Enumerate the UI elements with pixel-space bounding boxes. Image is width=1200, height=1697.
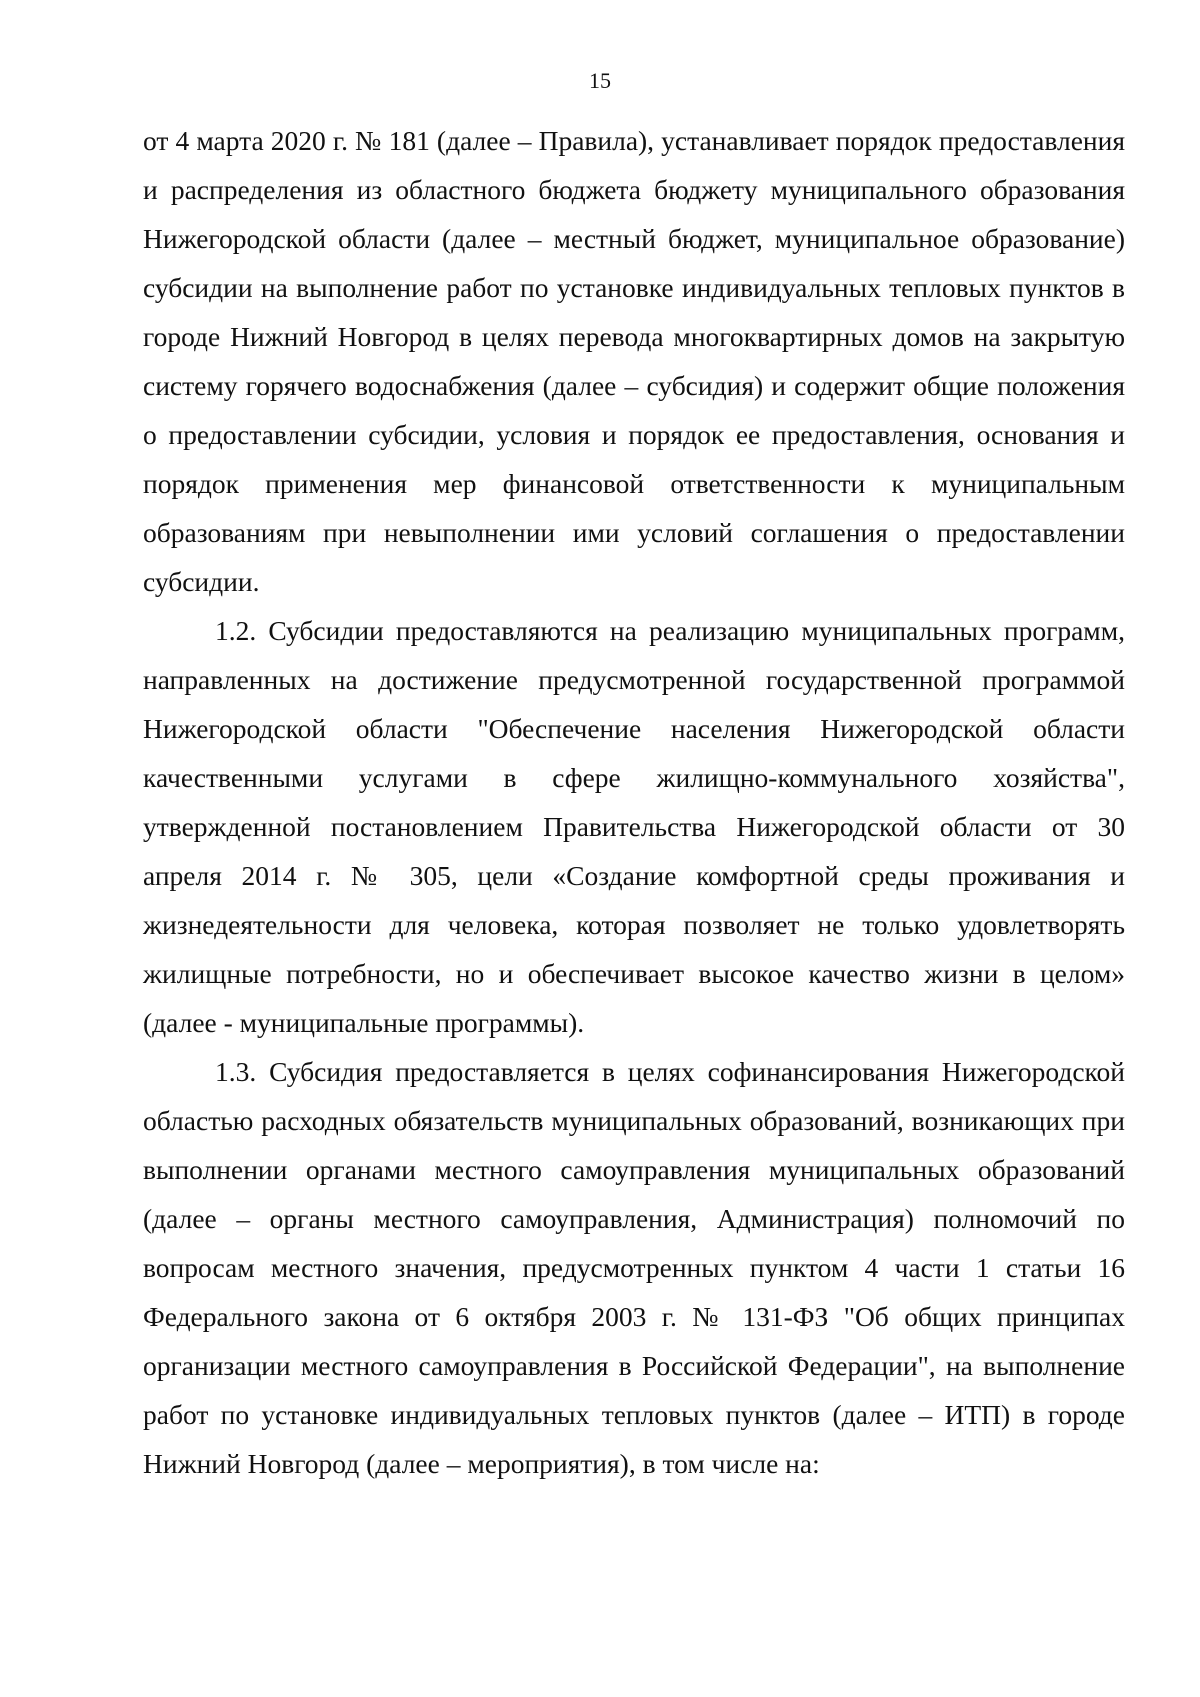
document-body (143, 116, 1125, 1488)
paragraph-1-3: 1.3. Субсидия предоставляется в целях софинансирования Нижегородской областью расходных обязательств муниципальных образований, возникающих при выполнении органами местного самоуправления муниципальных образований (далее – органы местного самоуправления, Администрация) полномочий по вопросам местного значения, предусмотренных пунктом 4 части 1 статьи 16 Федерального закона от 6 октября 2003 г. № 131-ФЗ "Об общих принципах организации местного самоуправления в Российской Федерации", на выполнение работ по установке индивидуальных тепловых пунктов (далее – ИТП) в городе Нижний Новгород (далее – мероприятия), в том числе на: (143, 1056, 1125, 1479)
paragraph-1-2: 1.2. Субсидии предоставляются на реализацию муниципальных программ, направленных на достижение предусмотренной государственной программой Нижегородской области "Обеспечение населения Нижегородской области качественными услугами в сфере жилищно-коммунального хозяйства", утвержденной постановлением Правительства Нижегородской области от 30 апреля 2014 г. № 305, цели «Создание комфортной среды проживания и жизнедеятельности для человека, которая позволяет не только удовлетворять жилищные потребности, но и обеспечивает высокое качество жизни в целом» (далее - муниципальные программы). (143, 615, 1125, 1038)
paragraph-rules-continuation: от 4 марта 2020 г. № 181 (далее – Правила), устанавливает порядок предоставления и распределения из областного бюджета бюджету муниципального образования Нижегородской области (далее – местный бюджет, муниципальное образование) субсидии на выполнение работ по установке индивидуальных тепловых пунктов в городе Нижний Новгород в целях перевода многоквартирных домов на закрытую систему горячего водоснабжения (далее – субсидия) и содержит общие положения о предоставлении субсидии, условия и порядок ее предоставления, основания и порядок применения мер финансовой ответственности к муниципальным образованиям при невыполнении ими условий соглашения о предоставлении субсидии. (143, 125, 1125, 597)
page-number: 15 (589, 68, 611, 93)
